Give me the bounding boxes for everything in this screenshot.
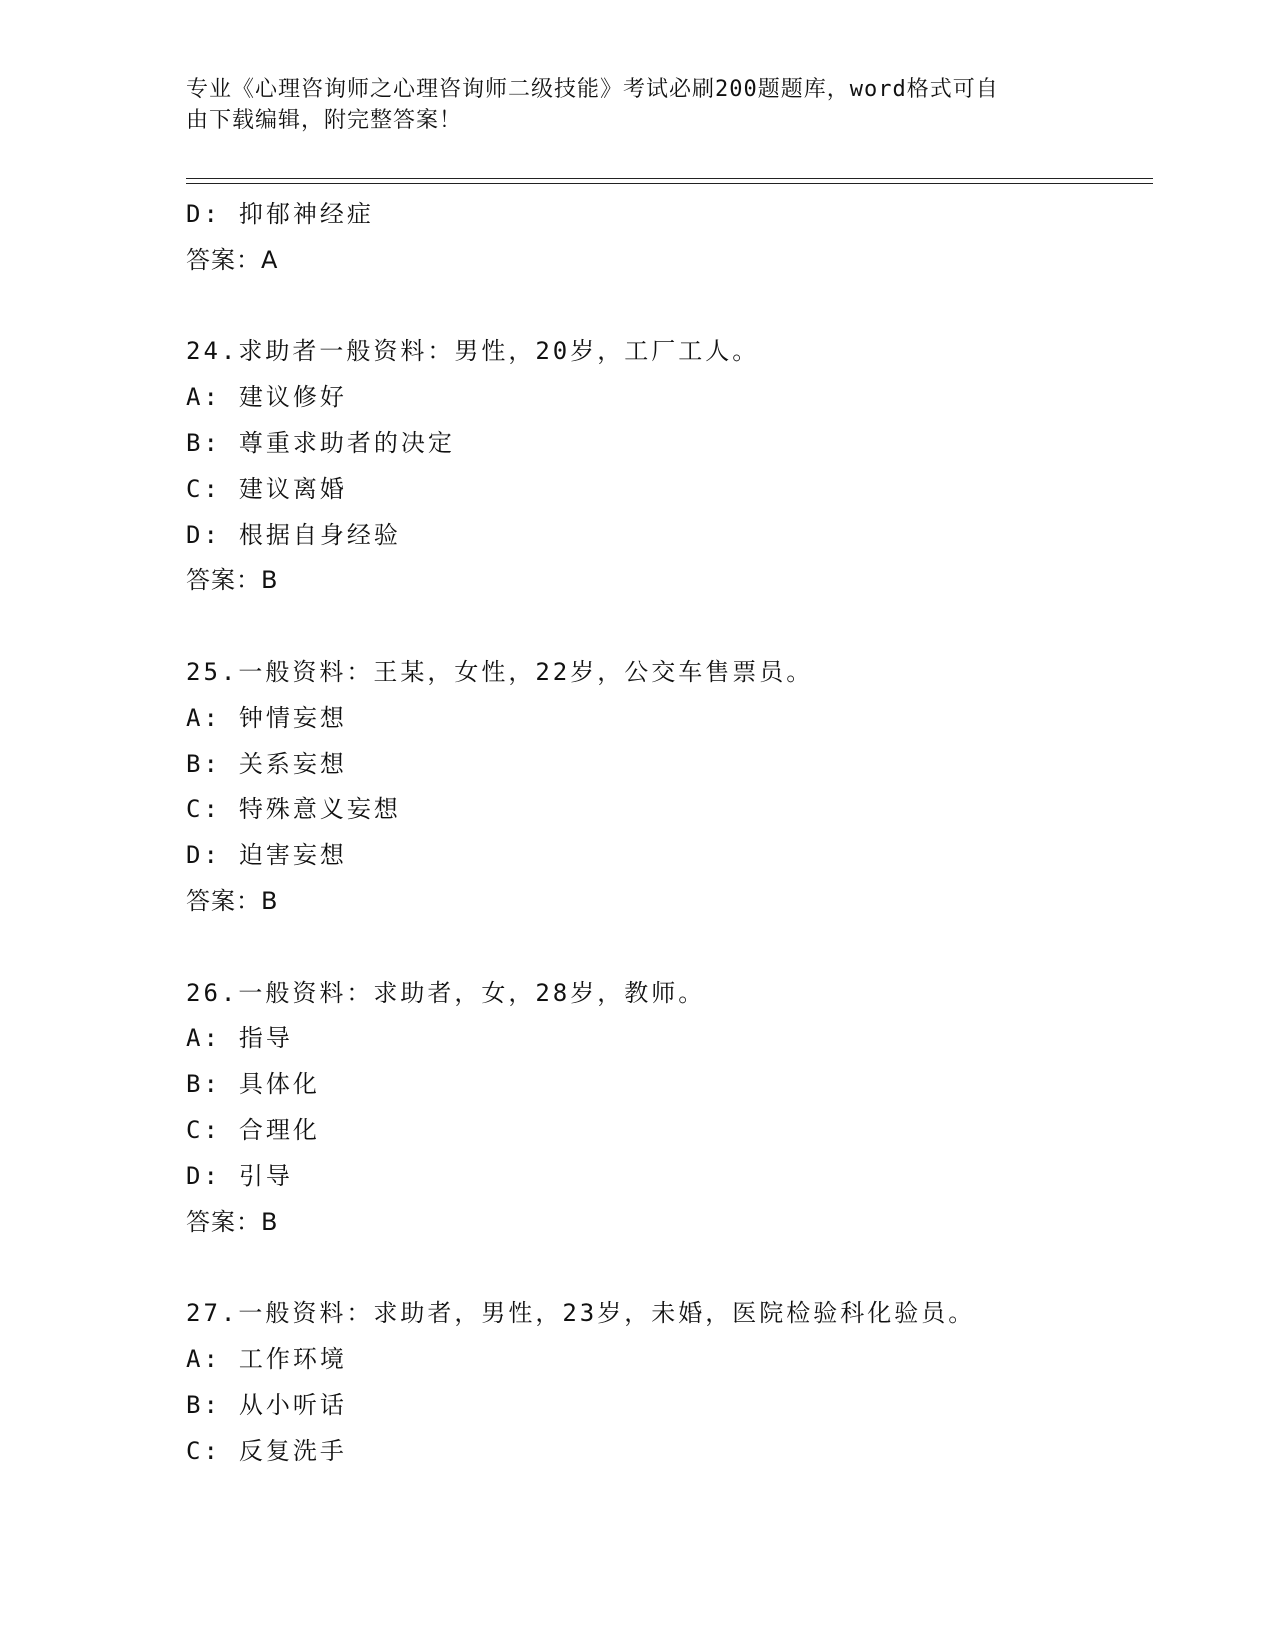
question-block: [186, 192, 1146, 284]
answer-line: 答案：A: [186, 245, 279, 274]
answer-line: 答案：B: [186, 1207, 279, 1236]
option-line: [186, 787, 1146, 833]
option-line: [186, 742, 1146, 788]
option-key: C:: [186, 795, 221, 824]
option-text: 引导: [238, 1161, 293, 1190]
option-text: 钟情妄想: [238, 703, 347, 732]
document-header: [186, 74, 1086, 136]
option-key: A:: [186, 1344, 221, 1373]
option-key: C:: [186, 474, 221, 503]
answer-line: 答案：B: [186, 886, 279, 915]
option-key: D:: [186, 520, 221, 549]
option-key: C:: [186, 1436, 221, 1465]
option-line: [186, 375, 1146, 421]
option-text: 迫害妄想: [238, 841, 347, 870]
option-key: A:: [186, 703, 221, 732]
option-text: 尊重求助者的决定: [238, 428, 455, 457]
option-text: 工作环境: [238, 1344, 347, 1373]
option-line: [186, 1383, 1146, 1429]
option-text: 反复洗手: [238, 1436, 347, 1465]
option-line: [186, 1062, 1146, 1108]
option-line: [186, 1337, 1146, 1383]
option-key: B:: [186, 749, 221, 778]
option-key: D:: [186, 841, 221, 870]
question-list: [186, 192, 1146, 1474]
header-line-2: 由下载编辑，附完整答案！: [186, 108, 463, 133]
question-block: [186, 1291, 1146, 1474]
option-text: 关系妄想: [238, 749, 347, 778]
question-stem: 26.一般资料：求助者，女，28岁，教师。: [186, 978, 706, 1007]
question-stem: 25.一般资料：王某，女性，22岁，公交车售票员。: [186, 657, 814, 686]
option-key: B:: [186, 428, 221, 457]
header-line-1: 专业《心理咨询师之心理咨询师二级技能》考试必刷200题题库，word格式可自: [186, 77, 999, 102]
option-text: 抑郁神经症: [238, 200, 374, 228]
option-key: D:: [186, 1161, 221, 1190]
option-text: 建议离婚: [238, 474, 347, 503]
option-text: 特殊意义妄想: [238, 795, 401, 824]
option-line: [186, 467, 1146, 513]
question-stem: 24.求助者一般资料：男性，20岁，工厂工人。: [186, 337, 760, 366]
header-divider-top: [186, 178, 1153, 179]
option-text: 从小听话: [238, 1390, 347, 1419]
option-text: 具体化: [238, 1070, 320, 1099]
header-divider-bottom: [186, 183, 1153, 184]
option-key: D:: [186, 200, 221, 228]
option-line: [186, 1108, 1146, 1154]
option-key: C:: [186, 1115, 221, 1144]
answer-line: 答案：B: [186, 566, 279, 595]
option-line: [186, 513, 1146, 559]
option-text: 根据自身经验: [238, 520, 401, 549]
option-text: 建议修好: [238, 383, 347, 412]
option-key: B:: [186, 1070, 221, 1099]
option-key: A:: [186, 1024, 221, 1053]
option-line: [186, 1016, 1146, 1062]
option-line: [186, 421, 1146, 467]
question-block: [186, 329, 1146, 604]
option-key: B:: [186, 1390, 221, 1419]
option-line: [186, 1429, 1146, 1475]
question-stem: 27.一般资料：求助者，男性，23岁，未婚，医院检验科化验员。: [186, 1299, 976, 1328]
option-line: [186, 1154, 1146, 1200]
option-line: [186, 192, 1146, 238]
option-text: 指导: [238, 1024, 293, 1053]
option-line: [186, 833, 1146, 879]
option-text: 合理化: [238, 1115, 320, 1144]
option-key: A:: [186, 383, 221, 412]
option-line: [186, 696, 1146, 742]
question-block: [186, 971, 1146, 1246]
question-block: [186, 650, 1146, 925]
